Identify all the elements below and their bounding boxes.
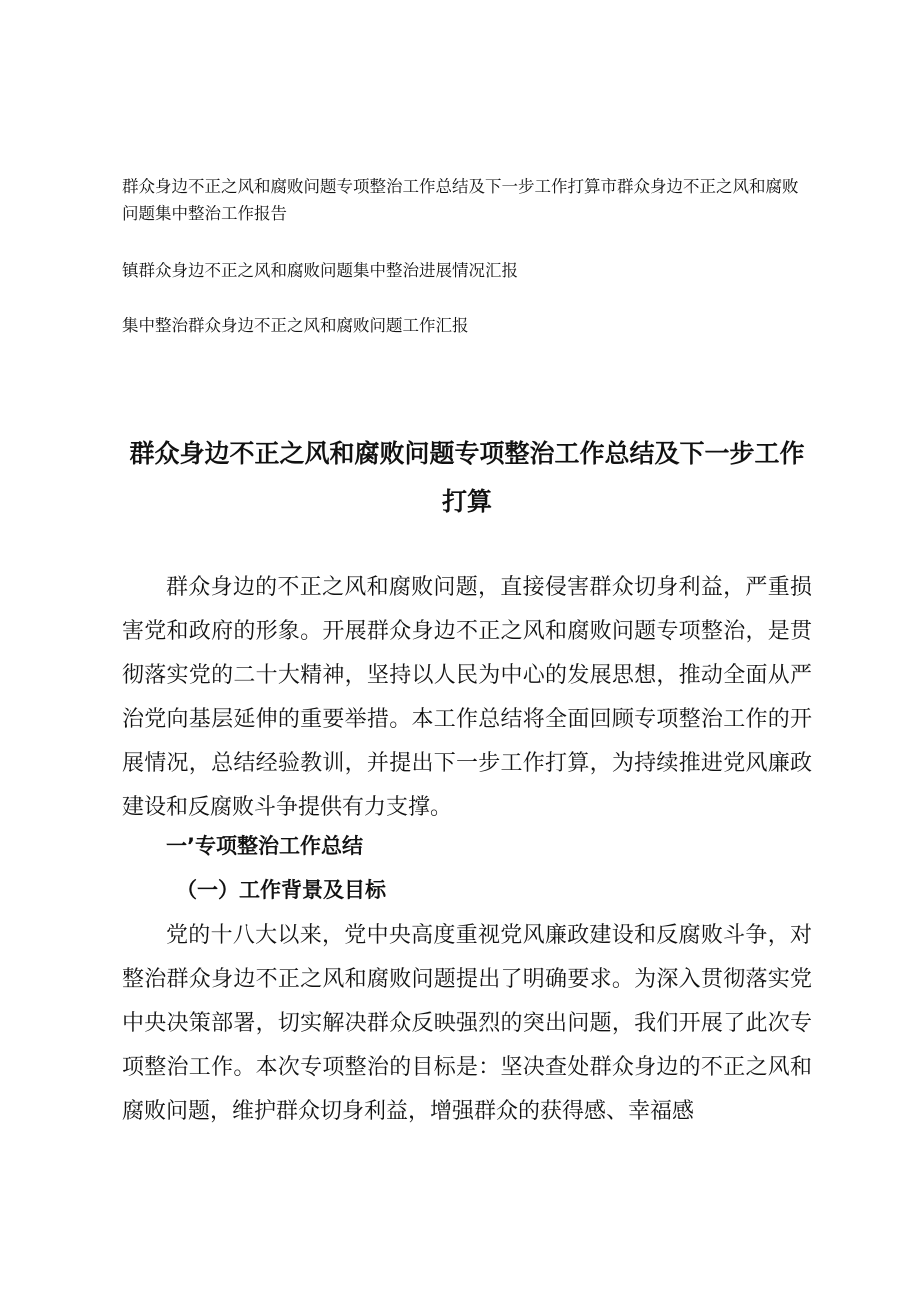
toc-item-3: 集中整治群众身边不正之风和腐败问题工作汇报 <box>122 316 469 335</box>
document-title: 群众身边不正之风和腐败问题专项整治工作总结及下一步工作打算 <box>129 439 805 516</box>
section-heading: 一’专项整治工作总结 <box>166 834 363 858</box>
subsection-heading: （一）工作背景及目标 <box>176 878 386 902</box>
toc-item-1: 群众身边不正之风和腐败问题专项整治工作总结及下一步工作打算市群众身边不正之风和腐败问题集中整治工作报告 <box>122 177 799 223</box>
intro-paragraph: 群众身边的不正之风和腐败问题，直接侵害群众切身利益，严重损害党和政府的形象。开展群众身边不正之风和腐败问题专项整治，是贯彻落实党的二十大精神，坚持以人民为中心的发展思想，推动全面从严治党向基层延伸的重要举措。本工作总结将全面回顾专项整治工作的开展情况，总结经验教训，并提出下一步工作打算，为持续推进党风廉政建设和反腐败斗争提供有力支撑。 <box>122 575 812 820</box>
subsection-paragraph: 党的十八大以来，党中央高度重视党风廉政建设和反腐败斗争，对整治群众身边不正之风和腐败问题提出了明确要求。为深入贯彻落实党中央决策部署，切实解决群众反映强烈的突出问题，我们开展了此次专项整治工作。本次专项整治的目标是：坚决查处群众身边的不正之风和腐败问题，维护群众切身利益，增强群众的获得感、幸福感 <box>122 923 812 1124</box>
toc-item-2: 镇群众身边不正之风和腐败问题集中整治进展情况汇报 <box>122 261 518 280</box>
